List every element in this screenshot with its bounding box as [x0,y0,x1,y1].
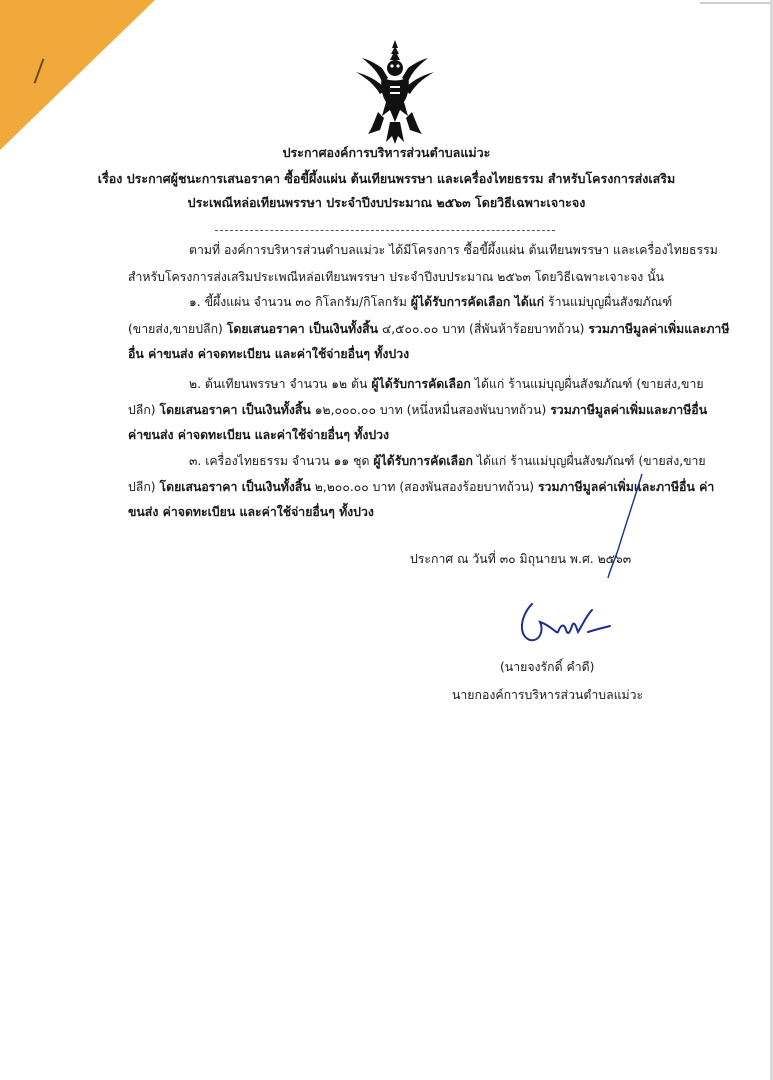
corner-stain [0,0,155,150]
signatory-name: (นายจงรักดิ์ คำดี) [500,660,595,674]
item-2-amount: ๑๒,๐๐๐.๐๐ บาท (หนึ่งหมื่นสองพันบาทถ้วน) [310,403,551,417]
item-3-vendor: ได้แก่ ร้านแม่บุญผื่นสังฆภัณฑ์ (ขายส่ง,ขาย [472,454,706,468]
item-2-vendor-type: ปลีก) [128,403,160,417]
item-2-line-1 [189,375,704,394]
intro-line-2: สำหรับโครงการส่งเสริมประเพณีหล่อเทียนพรรษา ประจำปีงบประมาณ ๒๕๖๓ โดยวิธีเฉพาะเจาะจง นั้น [128,270,665,284]
item-1-line-1 [189,293,672,312]
intro-line-1: ตามที่ องค์การบริหารส่วนตำบลแม่วะ ได้มีโครงการ ซื้อขี้ผึ้งแผ่น ต้นเทียนพรรษา และเครื่องไทยธรรม [189,243,718,257]
dashed-divider [215,230,555,231]
item-1-line-2 [128,320,729,339]
handwritten-signature [512,596,612,650]
announcement-date: ประกาศ ณ วันที่ ๓๐ มิถุนายน พ.ศ. ๒๕๖๓ [410,552,632,566]
signatory-position: นายกองค์การบริหารส่วนตำบลแม่วะ [452,688,644,702]
item-2-offer-label: โดยเสนอราคา เป็นเงินทั้งสิ้น [159,403,311,417]
item-2-vendor: ได้แก่ ร้านแม่บุญผื่นสังฆภัณฑ์ (ขายส่ง,ขาย [470,377,704,391]
item-1-selected-label: ผู้ได้รับการคัดเลือก ได้แก่ [410,295,545,309]
scan-edge-top [700,2,773,4]
item-3-name: ๓. เครื่องไทยธรรม จำนวน ๑๑ ชุด [189,454,374,468]
item-2-tax-label: รวมภาษีมูลค่าเพิ่มและภาษีอื่น [550,403,708,417]
item-1-vendor-type: (ขายส่ง,ขายปลีก) [128,322,227,336]
subject-line-continued: ประเพณีหล่อเทียนพรรษา ประจำปีงบประมาณ ๒๕๖๓ โดยวิธีเฉพาะเจาะจง [187,195,586,210]
subject-line: เรื่อง ประกาศผู้ชนะการเสนอราคา ซื้อขี้ผึ้งแผ่น ต้นเทียนพรรษา และเครื่องไทยธรรม สำหรับโครงการส่งเสริม [97,171,676,186]
item-2-name: ๒. ต้นเทียนพรรษา จำนวน ๑๒ ต้น [189,377,372,391]
item-1-tax-label: รวมภาษีมูลค่าเพิ่มและภาษี [588,322,730,336]
item-3-selected-label: ผู้ได้รับการคัดเลือก [373,454,473,468]
item-1-vendor: ร้านแม่บุญผื่นสังฆภัณฑ์ [544,295,673,309]
item-2-selected-label: ผู้ได้รับการคัดเลือก [371,377,471,391]
item-3-line-3: ขนส่ง ค่าจดทะเบียน และค่าใช้จ่ายอื่นๆ ทั้งปวง [128,505,374,519]
garuda-emblem-icon [352,38,438,146]
announcement-title: ประกาศองค์การบริหารส่วนตำบลแม่วะ [282,145,491,160]
item-1-name: ๑. ขี้ผึ้งแผ่น จำนวน ๓๐ กิโลกรัม/กิโลกรัม [189,295,411,309]
item-3-amount: ๒,๒๐๐.๐๐ บาท (สองพันสองร้อยบาทถ้วน) [310,480,538,494]
item-1-offer-label: โดยเสนอราคา เป็นเงินทั้งสิ้น [226,322,379,336]
item-3-offer-label: โดยเสนอราคา เป็นเงินทั้งสิ้น [159,480,311,494]
item-1-line-3: อื่น ค่าขนส่ง ค่าจดทะเบียน และค่าใช้จ่ายอื่นๆ ทั้งปวง [128,347,410,361]
item-3-tax-label: รวมภาษีมูลค่าเพิ่มและภาษีอื่น ค่า [537,480,715,494]
item-3-vendor-type: ปลีก) [128,480,160,494]
item-1-amount: ๔,๕๐๐.๐๐ บาท (สี่พันห้าร้อยบาทถ้วน) [378,322,589,336]
item-2-line-2 [128,401,707,420]
item-3-line-1 [189,452,706,471]
item-2-line-3: ค่าขนส่ง ค่าจดทะเบียน และค่าใช้จ่ายอื่นๆ ทั้งปวง [128,428,390,442]
